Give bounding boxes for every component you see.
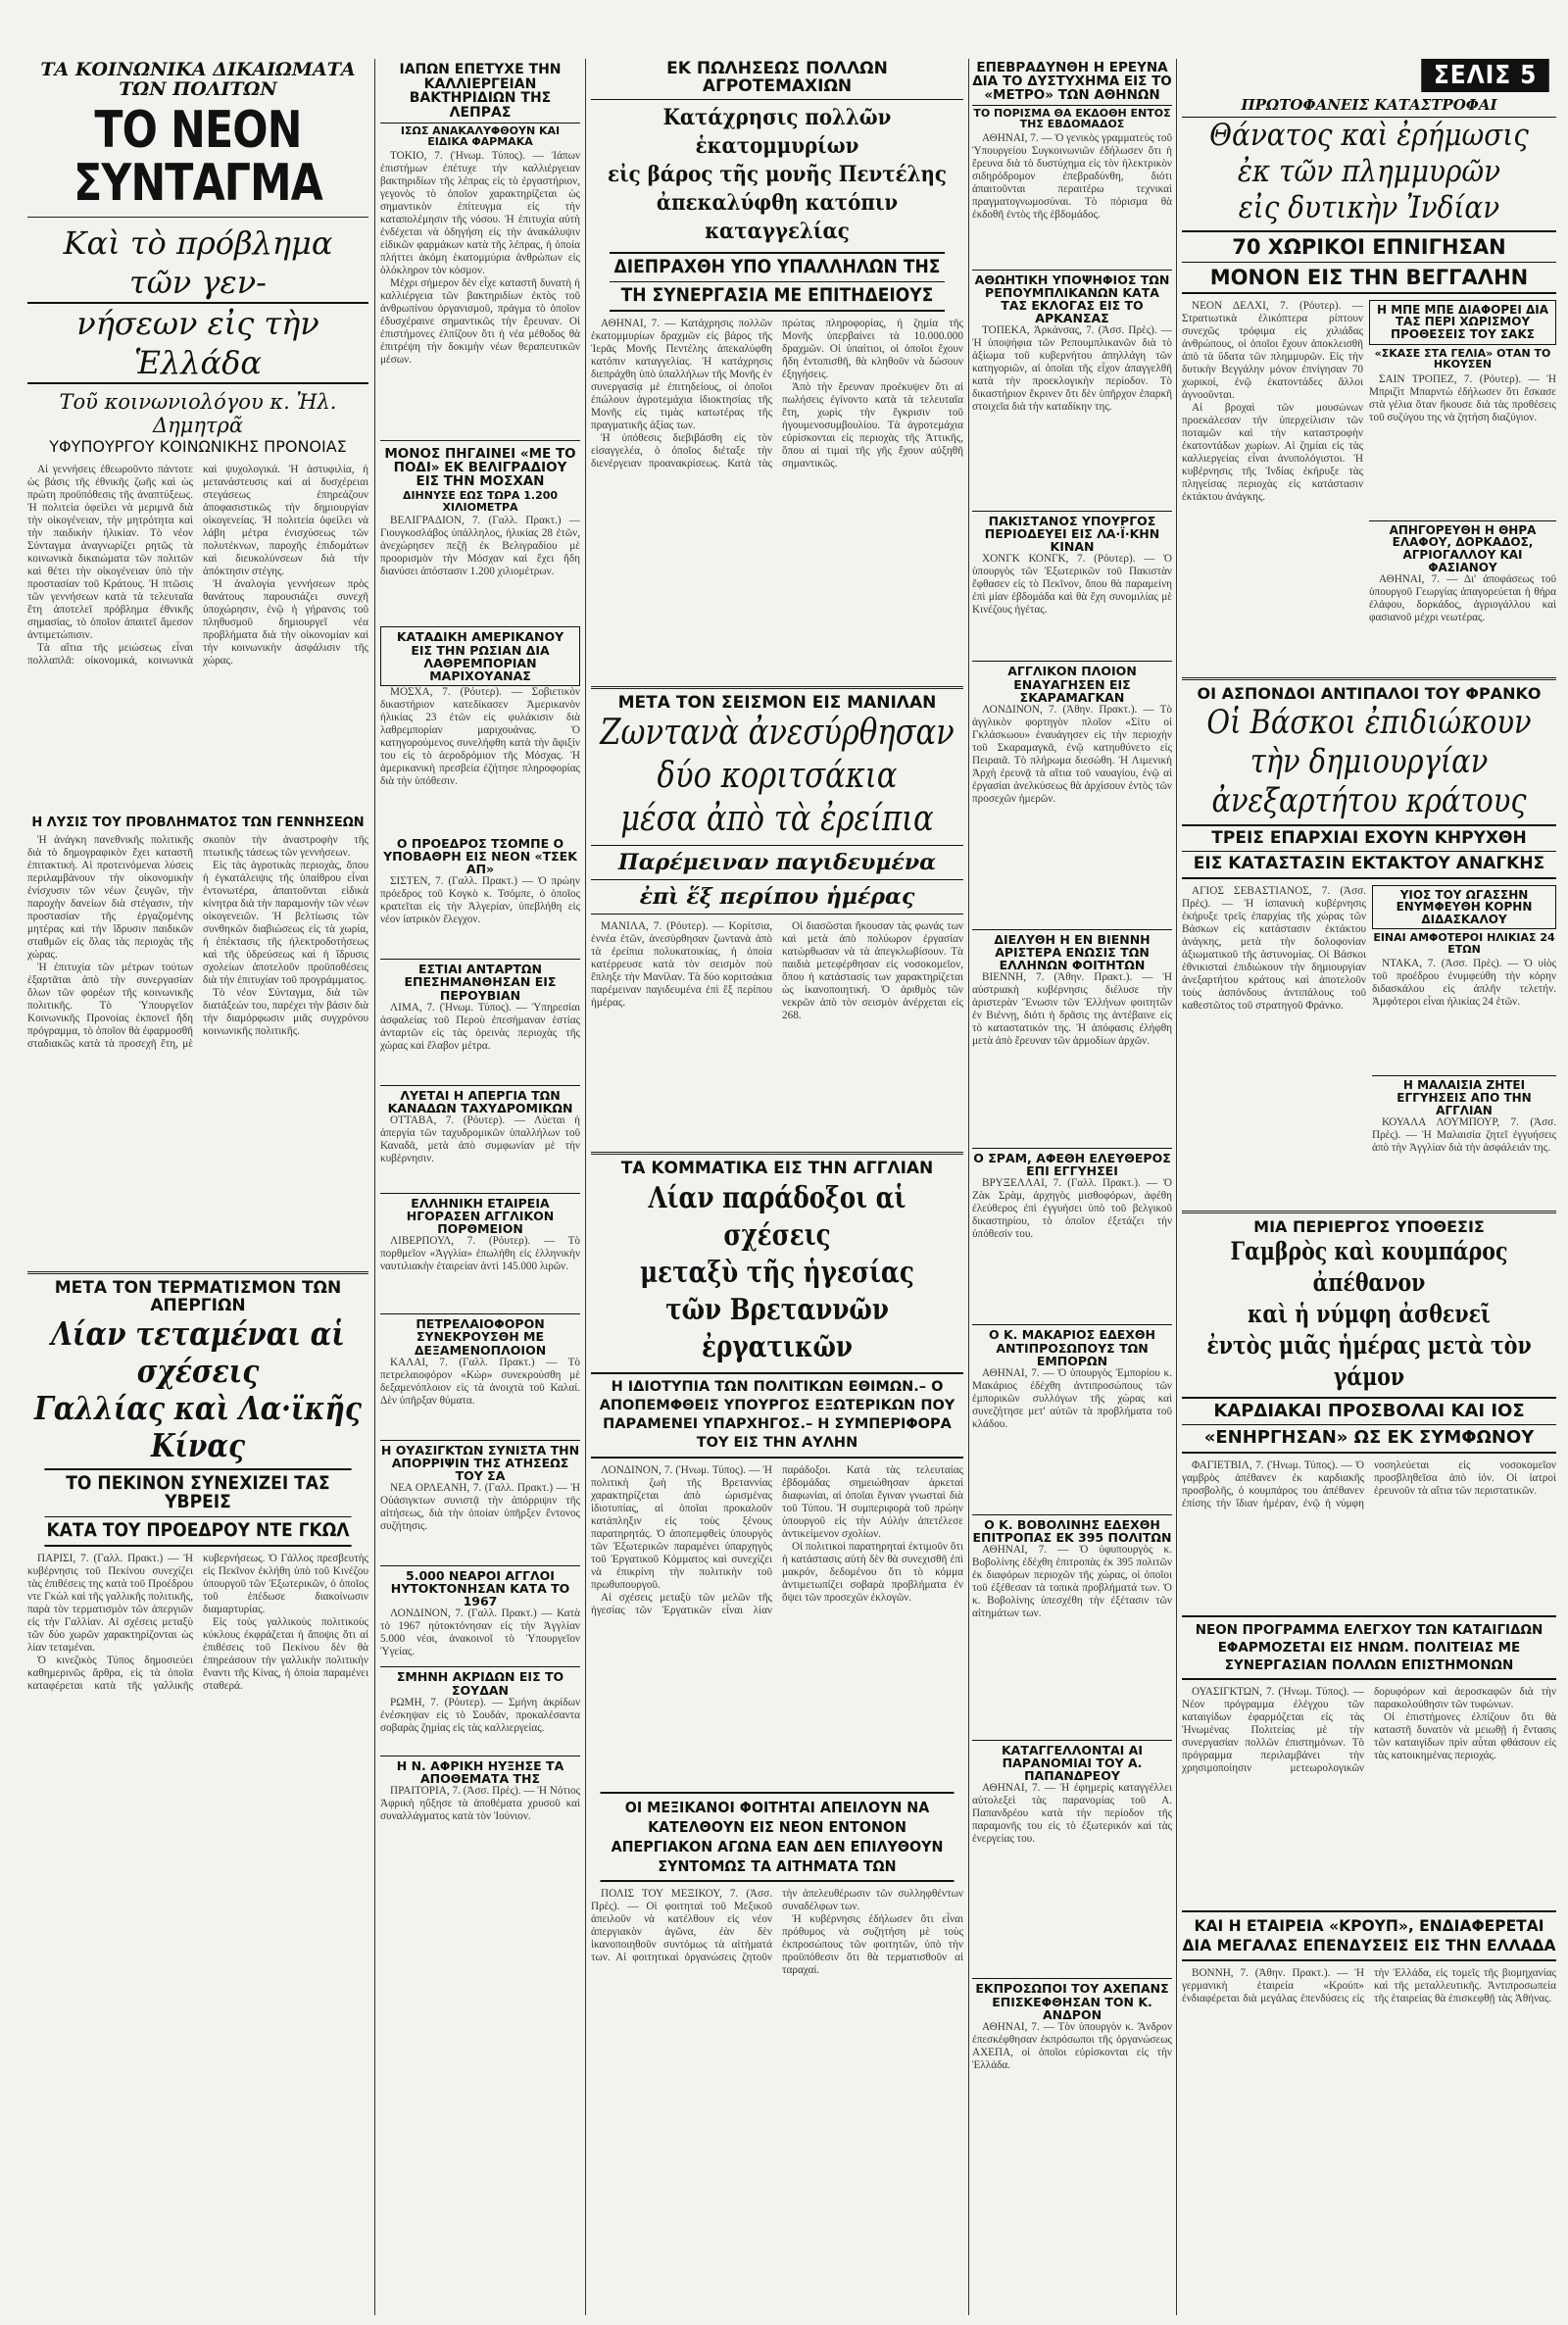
kicker: ΕΚ ΠΩΛΗΣΕΩΣ ΠΟΛΛΩΝ ΑΓΡΟΤΕΜΑΧΙΩΝ [591, 61, 963, 100]
kicker: ΜΕΤΑ ΤΟΝ ΤΕΡΜΑΤΙΣΜΟΝ ΤΩΝ ΑΠΕΡΓΙΩΝ [54, 1277, 342, 1315]
article-body: ΛΟΝΔΙΝΟΝ, 7. (Ἀθην. Πρακτ.). — Τὸ ἀγγλικὸν φορτηγὸν πλοῖον «Σίτυ οἱ Γκλάσκωου» ἐναυάγησεν εἰς τὴν περιοχὴν τοῦ Σκαραμαγκᾶ, ἐνῷ κατηυθύνετο εἰς Πειραιᾶ. Τὸ πλήρωμα διεσώθη. Ἡ Λιμενικὴ Ἀρχὴ ἐρευνᾷ τὰ αἴτια τοῦ ναυαγίου, ἐνῷ αἱ ἐργασίαι ἀνελκύσεως θὰ ἀρχίσουν ἐντὸς τῶν προσεχῶν ἡμερῶν. [972, 703, 1172, 805]
side-stories [1369, 300, 1556, 671]
headline: ΑΘΩΗΤΙΚΗ ΥΠΟΨΗΦΙΟΣ ΤΩΝ ΡΕΠΟΥΜΠΛΙΚΑΝΩΝ ΚΑΤΑ ΤΑΣ ΕΚΛΟΓΑΣ ΕΙΣ ΤΟ ΑΡΚΑΝΣΑΣ [972, 270, 1172, 325]
subheading: ΔΙΗΝΥΣΕ ΕΩΣ ΤΩΡΑ 1.200 ΧΙΛΙΟΜΕΤΡΑ [402, 489, 559, 514]
article-body: ΑΘΗΝΑΙ, 7. — Ἡ ἐφημερὶς καταγγέλλει αὐτολεξεὶ τὰς παρανομίας τοῦ Α. Παπανδρέου κατὰ τὴν περίοδον τῆς παραμονῆς του εἰς τὸ ἐξωτερικόν καὶ τὰς ἐνεργείας του. [972, 1782, 1172, 1846]
article-body: ΒΡΥΞΕΛΛΑΙ, 7. (Γαλλ. Πρακτ.). — Ὁ Ζὰκ Σρὰμ, ἀρχηγὸς μισθοφόρων, ἀφέθη ἐλεύθερος ἐπὶ ἐγγυήσει ὑπὸ τοῦ βελγικοῦ δικαστηρίου, τὸ ὁποῖον ἐξετάζει τὴν ὑπόθεσίν του. [972, 1177, 1172, 1241]
headline: μέσα ἀπὸ τὰ ἐρείπια [620, 799, 934, 840]
deck: «ΕΝΗΡΓΗΣΑΝ» ΩΣ ΕΚ ΣΥΜΦΩΝΟΥ [1182, 1424, 1556, 1454]
headline: Ζωντανὰ ἀνεσύρθησαν [600, 713, 955, 754]
headline: ΔΙΕΛΥΘΗ Η ΕΝ ΒΙΕΝΝΗ ΑΡΙΣΤΕΡΑ ΕΝΩΣΙΣ ΤΩΝ ΕΛΛΗΝΩΝ ΦΟΙΤΗΤΩΝ [972, 929, 1172, 971]
headline: Ο ΣΡΑΜ, ΑΦΕΘΗ ΕΛΕΥΘΕΡΟΣ ΕΠΙ ΕΓΓΥΗΣΕΙ [972, 1148, 1172, 1177]
headline: ΛΥΕΤΑΙ Η ΑΠΕΡΓΙΑ ΤΩΝ ΚΑΝΑΔΩΝ ΤΑΧΥΔΡΟΜΙΚΩΝ [380, 1085, 580, 1114]
headline: ΥΙΟΣ ΤΟΥ ΩΓΑΣΣΗΝ ΕΝΥΜΦΕΥΘΗ ΚΟΡΗΝ ΔΙΔΑΣΚΑΛΟΥ [1372, 885, 1556, 930]
headline: Ο Κ. ΒΟΒΟΛΙΝΗΣ ΕΔΕΧΘΗ ΕΠΙΤΡΟΠΑΣ ΕΚ 395 ΠΟΛΙΤΩΝ [972, 1514, 1172, 1544]
divider [380, 440, 580, 441]
subheading: ΤΟ ΠΟΡΙΣΜΑ ΘΑ ΕΚΔΟΘΗ ΕΝΤΟΣ ΤΗΣ ΕΒΔΟΜΑΔΟΣ [973, 106, 1171, 131]
headline: Λίαν παράδοξοι αἱ σχέσεις [648, 1181, 906, 1254]
article-body: ΝΕΟΝ ΔΕΛΧΙ, 7. (Ρόυτερ). — Στρατιωτικὰ ἑλικόπτερα ρίπτουν συνεχῶς τρόφιμα εἰς χιλιάδας ἀνθρώπους, οἱ ὁποῖοι ἔχουν ἀποκλεισθῆ ἀπὸ τὰ ὕδατα τῶν πλημμυρῶν. Εἰς τὴν δυτικὴν Βεγγάλην μόνον ἐπνίγησαν 70 χωρικοί, ἐνῷ ἑκατοντάδες ἄλλοι ἀγνοοῦνται. Αἱ βροχαὶ τῶν μουσώνων προεκάλεσαν τὴν ὑπερχείλισιν τῶν ποταμῶν καὶ τὴν καταστροφὴν ἑκατοντάδων χωρίων. Αἱ ζημίαι εἰς τὰς καλλιεργείας εἶναι ἀνυπολόγιστοι. Ἡ κυβέρνησις τῆς Ἰνδίας ἐκήρυξε τὰς πληγείσας περιοχὰς εἰς κατάστασιν ἐκτάκτου ἀνάγκης. [1182, 299, 1363, 503]
headline: Οἱ Βάσκοι ἐπιδιώκουν [1206, 702, 1532, 742]
deck: Η ΙΔΙΟΤΥΠΙΑ ΤΩΝ ΠΟΛΙΤΙΚΩΝ ΕΘΙΜΩΝ.– Ο ΑΠΟΠΕΜΦΘΕΙΣ ΥΠΟΥΡΓΟΣ ΕΞΩΤΕΡΙΚΩΝ ΠΟΥ ΠΑΡΑΜΕΝΕΙ ΥΠΑΡΧΗΓΟΣ.– Η ΣΥΜΠΕΡΙΦΟΡΑ ΤΟΥ ΕΙΣ ΤΗΝ ΑΥΛΗΝ [591, 1372, 963, 1459]
page-number-badge: ΣΕΛΙΣ 5 [1421, 59, 1549, 92]
article-body: ΒΟΝΝΗ, 7. (Ἀθην. Πρακτ.). — Ἡ γερμανικὴ ἑταιρεία «Κρούπ» ἐνδιαφέρεται διὰ μεγάλας ἐπενδύσεις εἰς τὴν Ἑλλάδα, εἰς τομεῖς τῆς βιομηχανίας καὶ τῆς μεταλλευτικῆς. Ἀντιπροσωπεία τῆς ἑταιρείας θὰ ἐπισκεφθῇ τὰς Ἀθήνας. [1182, 1966, 1556, 2004]
divider [1182, 1211, 1556, 1213]
headline: ΠΕΤΡΕΛΑΙΟΦΟΡΟΝ ΣΥΝΕΚΡΟΥΣΘΗ ΜΕ ΔΕΞΑΜΕΝΟΠΛΟΙΟΝ [380, 1313, 580, 1356]
headline: Γαλλίας καὶ Λα·ϊκῆς Κίνας [34, 1388, 362, 1464]
column-rule [1176, 59, 1177, 2315]
headline: Γαμβρὸς καὶ κουμπάρος ἀπέθανον [1230, 1237, 1508, 1298]
divider [27, 1271, 368, 1274]
deck: ΤΡΕΙΣ ΕΠΑΡΧΙΑΙ ΕΧΟΥΝ ΚΗΡΥΧΘΗ [1182, 824, 1556, 848]
headline: ἀπεκαλύφθη κατόπιν καταγγελίας [656, 189, 899, 244]
subheading: Η ΛΥΣΙΣ ΤΟΥ ΠΡΟΒΛΗΜΑΤΟΣ ΤΩΝ ΓΕΝΝΗΣΕΩΝ [31, 815, 365, 830]
article-body: ΑΘΗΝΑΙ, 7. — Τὸν ὑπουργὸν κ. Ἄνδρον ἐπεσκέφθησαν ἐκπρόσωποι τῆς ὀργανώσεως ΑΧΕΠΑ, οἱ ὁποῖοι εὑρίσκονται εἰς τὴν Ἑλλάδα. [972, 2020, 1172, 2071]
article-body: ΝΕΑ ΟΡΛΕΑΝΗ, 7. (Γαλλ. Πρακτ.) — Ἡ Οὐάσιγκτων συνιστᾷ τὴν ἀπόρριψιν τῆς αἰτήσεως, διὰ τὴν ὁποίαν ὑπῆρξεν ἔντονος συζήτησις. [380, 1482, 580, 1533]
article-body: ΠΟΛΙΣ ΤΟΥ ΜΕΞΙΚΟΥ, 7. (Ἀσσ. Πρὲς). — Οἱ φοιτηταὶ τοῦ Μεξικοῦ ἀπειλοῦν νὰ κατέλθουν εἰς νέον ἀπεργιακὸν ἀγῶνα, ἐὰν δὲν ἱκανοποιηθοῦν συντόμως τὰ αἰτήματά των. Αἱ φοιτητικαὶ ὀργανώσεις ζητοῦν τὴν ἀπελευθέρωσιν τῶν συλληφθέντων συναδέλφων των. Ἡ κυβέρνησις ἐδήλωσεν ὅτι εἶναι πρόθυμος νὰ συζητήση μὲ τοὺς ἐκπροσώπους τῶν φοιτητῶν, ὑπὸ τὴν προϋπόθεσιν ὅτι θὰ τερματισθοῦν αἱ ταραχαί. [591, 1888, 963, 1977]
deck: ΤΗ ΣΥΝΕΡΓΑΣΙΑ ΜΕ ΕΠΙΤΗΔΕΙΟΥΣ [610, 281, 945, 312]
deck: ΚΑΤΑ ΤΟΥ ΠΡΟΕΔΡΟΥ ΝΤΕ ΓΚΩΛ [44, 1517, 351, 1547]
byline-title: ΥΦΥΠΟΥΡΓΟΥ ΚΟΙΝΩΝΙΚΗΣ ΠΡΟΝΟΙΑΣ [49, 437, 347, 457]
article-body: ΑΘΗΝΑΙ, 7. — Ὁ γενικὸς γραμματεὺς τοῦ Ὑπουργείου Συγκοινωνιῶν ἐδήλωσεν ὅτι ἡ ἔρευνα διὰ τὸ δυστύχημα εἰς τὸν ἠλεκτρικὸν σιδηρόδρομον ἐπεβραδύνθη, διότι ἀπαιτοῦνται περαιτέρω τεχνικαὶ πραγματογνωμοσύναι. Τὸ πόρισμα θὰ ἐκδοθῆ ἐντὸς τῆς ἑβδομάδος. [972, 131, 1172, 221]
article-body: ΚΟΥΑΛΑ ΛΟΥΜΠΟΥΡ, 7. (Ἀσσ. Πρὲς). — Ἡ Μαλαισία ζητεῖ ἐγγυήσεις ἀπὸ τὴν Ἀγγλίαν διὰ τὴν ἀσφάλειάν της. [1372, 1116, 1556, 1155]
headline: ΣΜΗΝΗ ΑΚΡΙΔΩΝ ΕΙΣ ΤΟ ΣΟΥΔΑΝ [380, 1666, 580, 1696]
article-body: ΟΤΤΑΒΑ, 7. (Ρόυτερ). — Λύεται ἡ ἀπεργία τῶν ταχυδρομικῶν ὑπαλλήλων τοῦ Καναδᾶ, μετὰ ἀπὸ συμφωνίαν μὲ τὴν κυβέρνησιν. [380, 1113, 580, 1164]
headline: ΕΣΤΙΑΙ ΑΝΤΑΡΤΩΝ ΕΠΕΣΗΜΑΝΘΗΣΑΝ ΕΙΣ ΠΕΡΟΥΒΙΑΝ [380, 959, 580, 1001]
deck: ἐπὶ ἕξ περίπου ἡμέρας [591, 880, 963, 915]
headline: Ο ΠΡΟΕΔΡΟΣ ΤΣΟΜΠΕ Ο ΥΠΟΒΑΘΡΗ ΕΙΣ ΝΕΟΝ «ΤΣΕΚ ΑΠ» [383, 835, 577, 877]
headline: ἐκ τῶν πλημμυρῶν [1237, 153, 1501, 189]
headline: ΕΠΕΒΡΑΔΥΝΘΗ Η ΕΡΕΥΝΑ ΔΙΑ ΤΟ ΔΥΣΤΥΧΗΜΑ ΕΙΣ ΤΟ «ΜΕΤΡΟ» ΤΩΝ ΑΘΗΝΩΝ [972, 61, 1172, 106]
article-body: ΑΘΗΝΑΙ, 7. — Ὁ ὑφυπουργὸς κ. Βοβολίνης ἐδέχθη ἐπιτροπὰς ἐκ 395 πολιτῶν ἐκ διαφόρων περιοχῶν τῆς χώρας, οἱ ὁποῖοι τοῦ ἐξέθεσαν τὰ τοπικὰ προβλήματά των. Ὁ κ. Βοβολίνης ὑπεσχέθη τὴν ἐξέτασιν τῶν αἰτημάτων των. [972, 1544, 1172, 1620]
subheading: ΕΙΝΑΙ ΑΜΦΟΤΕΡΟΙ ΗΛΙΚΙΑΣ 24 ΕΤΩΝ [1373, 931, 1555, 956]
kicker: ΟΙ ΑΣΠΟΝΔΟΙ ΑΝΤΙΠΑΛΟΙ ΤΟΥ ΦΡΑΝΚΟ [1197, 684, 1542, 704]
headline: ΕΛΛΗΝΙΚΗ ΕΤΑΙΡΕΙΑ ΗΓΟΡΑΣΕΝ ΑΓΓΛΙΚΟΝ ΠΟΡΘΜΕΙΟΝ [380, 1193, 580, 1235]
headline: ΠΑΚΙΣΤΑΝΟΣ ΥΠΟΥΡΓΟΣ ΠΕΡΙΟΔΕΥΕΙ ΕΙΣ ΛΑ·Ϊ·ΚΗΝ ΚΙΝΑΝ [972, 511, 1172, 553]
kicker: ΜΕΤΑ ΤΟΝ ΣΕΙΣΜΟΝ ΕΙΣ ΜΑΝΙΛΑΝ [617, 692, 937, 713]
headline: τὴν δημιουργίαν [1250, 741, 1489, 781]
article-body: ΛΙΒΕΡΠΟΥΛ, 7. (Ρόυτερ). — Τὸ πορθμεῖον «Ἀγγλία» ἐπωλήθη εἰς ἑλληνικὴν ναυτιλιακὴν ἑταιρείαν ἀντὶ 145.000 λιρῶν. [380, 1235, 580, 1273]
headline: μεταξὺ τῆς ἡγεσίας [640, 1256, 914, 1291]
subheading: «ΣΚΑΣΕ ΣΤΑ ΓΕΛΙΑ» ΟΤΑΝ ΤΟ ΗΚΟΥΣΕΝ [1374, 346, 1551, 371]
deck: νήσεων εἰς τὴν Ἑλλάδα [27, 304, 368, 384]
kicker: ΠΡΩΤΟΦΑΝΕΙΣ ΚΑΤΑΣΤΡΟΦΑΙ [1182, 98, 1556, 118]
headline: εἰς βάρος τῆς μονῆς Πεντέλης [608, 161, 947, 187]
article-body: ΟΥΑΣΙΓΚΤΩΝ, 7. (Ἡνωμ. Τύπος). — Νέον πρόγραμμα ἐλέγχου τῶν καταιγίδων ἐφαρμόζεται εἰς τὰς Ἡνωμένας Πολιτείας μὲ τὴν συνεργασίαν πολλῶν ἐπιστημόνων. Τὸ πρόγραμμα περιλαμβάνει τὴν χρησιμοποίησιν μετεωρολογικῶν δορυφόρων καὶ ἀεροσκαφῶν διὰ τὴν παρακολούθησιν τῶν τυφώνων. Οἱ ἐπιστήμονες ἐλπίζουν ὅτι θὰ καταστῆ δυνατὸν νὰ μειωθῇ ἡ ἔντασις τῶν καταιγίδων πρὶν αὗται φθάσουν εἰς τὰς κατοικημένας περιοχάς. [1182, 1685, 1556, 1774]
column-2 [380, 63, 580, 2315]
subheading: ΙΣΩΣ ΑΝΑΚΑΛΥΦΘΟΥΝ ΚΑΙ ΕΙΔΙΚΑ ΦΑΡΜΑΚΑ [400, 124, 561, 149]
headline: ἐντὸς μιᾶς ἡμέρας μετὰ τὸν γάμον [1206, 1331, 1532, 1392]
deck: ΚΑΡΔΙΑΚΑΙ ΠΡΟΣΒΟΛΑΙ ΚΑΙ ΙΟΣ [1182, 1397, 1556, 1421]
deck: ΔΙΕΠΡΑΧΘΗ ΥΠΟ ΥΠΑΛΛΗΛΩΝ ΤΗΣ [610, 252, 945, 277]
article-body: ΛΟΝΔΙΝΟΝ, 7. (Γαλλ. Πρακτ.) — Κατὰ τὸ 1967 ηὐτοκτόνησαν εἰς τὴν Ἀγγλίαν 5.000 νέοι, ἀνακοινοῖ τὸ Ὑπουργεῖον Ὑγείας. [380, 1608, 580, 1658]
deck: Παρέμειναν παγιδευμένα [591, 845, 963, 880]
headline: τῶν Βρεταννῶν ἐργατικῶν [665, 1293, 889, 1365]
headline: Η ΜΠΕ ΜΠΕ ΔΙΑΦΟΡΕΙ ΔΙΑ ΤΑΣ ΠΕΡΙ ΧΩΡΙΣΜΟΥ ΠΡΟΘΕΣΕΙΣ ΤΟΥ ΣΑΚΣ [1369, 300, 1556, 345]
article-body: ΜΟΣΧΑ, 7. (Ρόυτερ). — Σοβιετικὸν δικαστήριον κατεδίκασεν Ἀμερικανὸν ἡλικίας 23 ἐτῶν εἰς φυλάκισιν διὰ λαθρεμπορίαν μαριχουάνας. Ὁ κατηγορούμενος συνελήφθη κατὰ τὴν ἄφιξίν του εἰς τὸ ἀεροδρόμιον τῆς Μόσχας. Ἡ ἀμερικανικὴ πρεσβεία ἐζήτησε πληροφορίας διὰ τὴν ὑπόθεσιν. [380, 685, 580, 787]
headline: ΟΙ ΜΕΞΙΚΑΝΟΙ ΦΟΙΤΗΤΑΙ ΑΠΕΙΛΟΥΝ ΝΑ ΚΑΤΕΛΘΟΥΝ ΕΙΣ ΝΕΟΝ ΕΝΤΟΝΟΝ ΑΠΕΡΓΙΑΚΟΝ ΑΓΩΝΑ ΕΑΝ ΔΕΝ ΕΠΙΛΥΘΟΥΝ ΣΥΝΤΟΜΩΣ ΤΑ ΑΙΤΗΜΑΤΑ ΤΩΝ [601, 1792, 955, 1882]
headline: ΕΚΠΡΟΣΩΠΟΙ ΤΟΥ ΑΧΕΠΑΝΣ ΕΠΙΣΚΕΦΘΗΣΑΝ ΤΟΝ Κ. ΑΝΔΡΟΝ [972, 1978, 1172, 2020]
article-body: ΣΑΙΝ ΤΡΟΠΕΖ, 7. (Ρόυτερ). — Ἡ Μπριζὶτ Μπαρντὼ ἐδήλωσεν ὅτι ἔσκασε στὰ γέλια ὅταν ἤκουσε διὰ τὰς προθέσεις τοῦ συζύγου της νὰ ζητήση διαζύγιον. [1369, 372, 1556, 423]
column-1 [27, 61, 368, 2315]
divider [27, 217, 368, 218]
article-body: Αἱ γεννήσεις ἐθεωροῦντο πάντοτε ὡς βάσις τῆς ἐθνικῆς ζωῆς καὶ ὡς πρώτη προϋπόθεσις τῆς ἀναπτύξεως. Ἡ πολιτεία ὀφείλει νὰ μεριμνᾶ διὰ τὴν οἰκογένειαν, τὴν μητρότητα καὶ τὴν παιδικὴν ἡλικίαν. Τὸ νέον Σύνταγμα ἀναγνωρίζει ρητῶς τὰ κοινωνικὰ δικαιώματα τῶν πολιτῶν καὶ θέτει τὴν οἰκογένειαν ὑπὸ τὴν προστασίαν τοῦ Κράτους. Ἡ πτῶσις τῶν γεννήσεων κατὰ τὰ τελευταῖα ἔτη ἀποτελεῖ πρόβλημα ἐθνικῆς σημασίας, τὸ ὁποῖον ἀπαιτεῖ ἄμεσον ἀντιμετώπισιν. Τὰ αἴτια τῆς μειώσεως εἶναι πολλαπλᾶ: οἰκονομικά, κοινωνικὰ καὶ ψυχολογικά. Ἡ ἀστυφιλία, ἡ μετανάστευσις καὶ αἱ δυσχέρειαι στεγάσεως ἐπηρεάζουν ἀποφασιστικῶς τὴν δημιουργίαν οἰκογενείας. Ἡ πολιτεία ὀφείλει νὰ λάβη μέτρα ἐνισχύσεως τῶν πολυτέκνων, παροχῆς ἐπιδομάτων καὶ διευκολύνσεων διὰ τὴν ἀπόκτησιν στέγης. Ἡ ἀναλογία γεννήσεων πρὸς θανάτους παρουσιάζει συνεχῆ ὑποχώρησιν, ἐνῷ ἡ γήρανσις τοῦ πληθυσμοῦ δημιουργεῖ νέα προβλήματα διὰ τὴν οἰκονομίαν καὶ τὴν κοινωνικὴν ἀσφάλισιν τῆς χώρας. [27, 463, 368, 667]
two-column-block [1182, 885, 1556, 1206]
headline: Λίαν τεταμέναι αἱ σχέσεις [51, 1313, 345, 1390]
headline: ΚΑΤΑΓΓΕΛΛΟΝΤΑΙ ΑΙ ΠΑΡΑΝΟΜΙΑΙ ΤΟΥ Α. ΠΑΠΑΝΔΡΕΟΥ [972, 1740, 1172, 1782]
headline: ΑΠΗΓΟΡΕΥΘΗ Η ΘΗΡΑ ΕΛΑΦΟΥ, ΔΟΡΚΑΔΟΣ, ΑΓΡΙΟΓΑΛΛΟΥ ΚΑΙ ΦΑΣΙΑΝΟΥ [1369, 520, 1556, 573]
byline: Τοῦ κοινωνιολόγου κ. Ἠλ. Δημητρᾶ [59, 390, 337, 438]
headline: Η Ν. ΑΦΡΙΚΗ ΗΥΞΗΣΕ ΤΑ ΑΠΟΘΕΜΑΤΑ ΤΗΣ [380, 1756, 580, 1785]
divider [591, 1152, 963, 1155]
deck: ΤΟ ΠΕΚΙΝΟΝ ΣΥΝΕΧΙΖΕΙ ΤΑΣ ΥΒΡΕΙΣ [44, 1468, 351, 1518]
article-body: ΡΩΜΗ, 7. (Ρόυτερ). — Σμήνη ἀκρίδων ἐνέσκηψαν εἰς τὸ Σουδάν, προκαλέσαντα σοβαρὰς ζημίας εἰς τὰς καλλιεργείας. [380, 1696, 580, 1734]
column-rule [374, 59, 375, 2315]
article-body: ΒΕΛΙΓΡΑΔΙΟΝ, 7. (Γαλλ. Πρακτ.) — Γιουγκοσλάβος ὑπάλληλος, ἡλικίας 28 ἐτῶν, ἀνεχώρησεν πεζῇ ἐκ Βελιγραδίου μὲ προορισμὸν τὴν Μόσχαν καὶ ἔχει ἤδη διανύσει ἀπόστασιν 1.200 χιλιομέτρων. [380, 515, 580, 578]
page-badge-row [1182, 59, 1556, 92]
headline: ΜΟΝΟΣ ΠΗΓΑΙΝΕΙ «ΜΕ ΤΟ ΠΟΔΙ» ΕΚ ΒΕΛΙΓΡΑΔΙΟΥ ΕΙΣ ΤΗΝ ΜΟΣΧΑΝ [384, 445, 576, 490]
headline: εἰς δυτικὴν Ἰνδίαν [1238, 189, 1500, 225]
article-body: ΛΙΜΑ, 7. (Ἡνωμ. Τύπος). — Ὑπηρεσίαι ἀσφαλείας τοῦ Περοὺ ἐπεσήμαναν ἑστίας ἀνταρτῶν εἰς τὰς ὀρεινὰς περιοχὰς τῆς χώρας καὶ ἔλαβον μέτρα. [380, 1001, 580, 1052]
article-body: ΚΑΛΑΙ, 7. (Γαλλ. Πρακτ.) — Τὸ πετρελαιοφόρον «Κὼρ» συνεκρούσθη μὲ δεξαμενόπλοιον εἰς τὰ ἀνοιχτὰ τοῦ Καλαί. Δὲν ὑπῆρξαν θύματα. [380, 1356, 580, 1407]
side-stories [1372, 885, 1556, 1206]
headline: δύο κοριτσάκια [657, 756, 898, 797]
headline: ΝΕΟΝ ΠΡΟΓΡΑΜΜΑ ΕΛΕΓΧΟΥ ΤΩΝ ΚΑΤΑΙΓΙΔΩΝ ΕΦΑΡΜΟΖΕΤΑΙ ΕΙΣ ΗΝΩΜ. ΠΟΛΙΤΕΙΑΣ ΜΕ ΣΥΝΕΡΓΑΣΙΑΝ ΠΟΛΛΩΝ ΕΠΙΣΤΗΜΟΝΩΝ [1182, 1615, 1556, 1680]
headline: 5.000 ΝΕΑΡΟΙ ΑΓΓΛΟΙ ΗΥΤΟΚΤΟΝΗΣΑΝ ΚΑΤΑ ΤΟ 1967 [380, 1565, 580, 1608]
headline: Θάνατος καὶ ἐρήμωσις [1209, 117, 1529, 153]
column-rule [968, 59, 969, 2315]
article-body: ΒΙΕΝΝΗ, 7. (Ἀθην. Πρακτ.). — Ἡ αὐστριακὴ κυβέρνησις διέλυσε τὴν ἀριστερὰν Ἕνωσιν τῶν Ἑλλήνων φοιτητῶν ἐν Βιέννῃ, διότι ἡ δρᾶσις της ἀντέβαινε εἰς τὸ καταστατικόν της. Ἡ ἀπόφασις ἐλήφθη μετὰ ἀπὸ ἔρευναν τῶν ἀρμοδίων ἀρχῶν. [972, 971, 1172, 1048]
article-body: ΦΑΓΙΕΤΒΙΛ, 7. (Ἡνωμ. Τύπος). — Ὁ γαμβρὸς ἀπέθανεν ἐκ καρδιακῆς προσβολῆς, ὁ κουμπάρος του ἀπέθανεν ἐπίσης τὴν ἴδιαν ἡμέραν, ἐνῷ ἡ νύμφη νοσηλεύεται εἰς νοσοκομεῖον προσβληθεῖσα ἀπὸ ἰόν. Οἱ ἰατροὶ ἐρευνοῦν τὰ αἴτια τῶν περιστατικῶν. [1182, 1459, 1556, 1509]
deck: ΜΟΝΟΝ ΕΙΣ ΤΗΝ ΒΕΓΓΑΛΗΝ [1182, 262, 1556, 294]
article-body: ΑΓΙΟΣ ΣΕΒΑΣΤΙΑΝΟΣ, 7. (Ἀσσ. Πρὲς). — Ἡ ἱσπανικὴ κυβέρνησις ἐκήρυξε τρεῖς ἐπαρχίας τῆς χώρας τῶν Βάσκων εἰς κατάστασιν ἐκτάκτου ἀνάγκης, μετὰ τὴν δολοφονίαν ἀξιωματικοῦ τῆς ἀστυνομίας. Οἱ Βάσκοι ἐθνικισταὶ ἐπιδιώκουν τὴν δημιουργίαν ἀνεξαρτήτου κράτους καὶ ἀποτελοῦν τοὺς ἀσπόνδους ἀντιπάλους τοῦ καθεστῶτος τοῦ στρατηγοῦ Φράνκο. [1182, 884, 1366, 1012]
column-3 [591, 61, 963, 2315]
article-body: ΑΘΗΝΑΙ, 7. — Ὁ ὑπουργὸς Ἐμπορίου κ. Μακάριος ἐδέχθη ἀντιπροσώπους τῶν ἐμπορικῶν συλλόγων τῆς χώρας καὶ συνεζήτησε μετ' αὐτῶν τὰ προβλήματα τοῦ κλάδου. [972, 1366, 1172, 1430]
headline: ἀνεξαρτήτου κράτους [1211, 780, 1527, 820]
kicker: ΤΑ ΚΟΜΜΑΤΙΚΑ ΕΙΣ ΤΗΝ ΑΓΓΛΙΑΝ [620, 1159, 934, 1179]
headline: ΙΑΠΩΝ ΕΠΕΤΥΧΕ ΤΗΝ ΚΑΛΛΙΕΡΓΕΙΑΝ ΒΑΚΤΗΡΙΔΙΩΝ ΤΗΣ ΛΕΠΡΑΣ [380, 63, 580, 124]
headline: Η ΟΥΑΣΙΓΚΤΩΝ ΣΥΝΙΣΤΑ ΤΗΝ ΑΠΟΡΡΙΨΙΝ ΤΗΣ ΑΤΗΣΕΩΣ ΤΟΥ ΣΑ [380, 1440, 580, 1482]
article-body: ΤΟΠΕΚΑ, Ἀρκάνσας, 7. (Ἀσσ. Πρὲς). — Ἡ ὑποψήφια τῶν Ρεπουμπλικανῶν διὰ τὸ ἀξίωμα τοῦ κυβερνήτου ἀπηλλάγη τῶν κατηγοριῶν, αἱ ὁποῖαι τῆς εἶχον ἀπαγγελθῆ κατὰ τὴν προεκλογικὴν περίοδον. Τὸ δικαστήριον ἔκρινεν ὅτι δὲν ὑπῆρχον ἐπαρκῆ στοιχεῖα διὰ τὴν καταδίκην της. [972, 324, 1172, 414]
headline: ΚΑΤΑΔΙΚΗ ΑΜΕΡΙΚΑΝΟΥ ΕΙΣ ΤΗΝ ΡΩΣΙΑΝ ΔΙΑ ΛΑΘΡΕΜΠΟΡΙΑΝ ΜΑΡΙΧΟΥΑΝΑΣ [380, 626, 580, 686]
article-body: ΑΘΗΝΑΙ, 7. — Κατάχρησις πολλῶν ἑκατομμυρίων δραχμῶν εἰς βάρος τῆς Ἱερᾶς Μονῆς Πεντέλης ἀπεκαλύφθη κατόπιν καταγγελίας. Ἡ κατάχρησις διεπράχθη ὑπὸ ὑπαλλήλων τῆς Μονῆς ἐν συνεργασίᾳ μὲ ἐπιτηδείους, οἱ ὁποῖοι ἐπώλουν ἀγροτεμάχια ἰδιοκτησίας τῆς Μονῆς εἰς τιμὰς κατωτέρας τῆς πραγματικῆς ἀξίας των. Ἡ ὑπόθεσις διεβιβάσθη εἰς τὸν εἰσαγγελέα, ὁ ὁποῖος διέταξε τὴν διενέργειαν προανακρίσεως. Κατὰ τὰς πρώτας πληροφορίας, ἡ ζημία τῆς Μονῆς ὑπερβαίνει τὰ 10.000.000 δραχμῶν. Οἱ ὑπαίτιοι, οἱ ὁποῖοι ἔχουν ἤδη ἐντοπισθῆ, θὰ κληθοῦν νὰ δώσουν ἐξηγήσεις. Ἀπὸ τὴν ἔρευναν προέκυψεν ὅτι αἱ πωλήσεις ἐγίνοντο κατὰ τὰ τελευταῖα ἔτη, χωρὶς τὴν ἔγκρισιν τοῦ ἡγουμενοσυμβουλίου. Τὰ ἀγροτεμάχια εὑρίσκονται εἰς περιοχὰς τῆς Ἀττικῆς, ὅπου αἱ τιμαὶ τῆς γῆς ἔχουν αὐξηθῆ σημαντικῶς. [591, 317, 963, 470]
deck: 70 ΧΩΡΙΚΟΙ ΕΠΝΙΓΗΣΑΝ [1182, 230, 1556, 258]
headline: καὶ ἡ νύμφη ἀσθενεῖ [1248, 1300, 1491, 1329]
deck: Καὶ τὸ πρόβλημα τῶν γεν- [27, 223, 368, 304]
kicker: ΤΑ ΚΟΙΝΩΝΙΚΑ ΔΙΚΑΙΩΜΑΤΑ ΤΩΝ ΠΟΛΙΤΩΝ [40, 61, 356, 100]
article-body: ΠΡΑΙΤΟΡΙΑ, 7. (Ἀσσ. Πρὲς). — Ἡ Νότιος Ἀφρικὴ ηὔξησε τὰ ἀποθέματα χρυσοῦ καὶ συναλλάγματος κατὰ τὸν Ἰούνιον. [380, 1784, 580, 1822]
article-body: ΜΑΝΙΛΑ, 7. (Ρόυτερ). — Κορίτσια, ἐννέα ἐτῶν, ἀνεσύρθησαν ζωντανὰ ἀπὸ τὰ ἐρείπια πολυκατοικίας, ἡ ὁποία κατέρρευσε κατὰ τὸν σεισμὸν ποὺ ἔπληξε τὴν Μανίλαν. Τὰ δύο κοριτσάκια παρέμειναν παγιδευμένα ἐπὶ ἓξ περίπου ἡμέρας. Οἱ διασῶσται ἤκουσαν τὰς φωνάς των καὶ μετὰ ἀπὸ πολύωρον ἐργασίαν κατώρθωσαν νὰ τὰ ἀπεγκλωβίσουν. Τὰ παιδιὰ μετεφέρθησαν εἰς νοσοκομεῖον, ὅπου ἡ κατάστασίς των χαρακτηρίζεται ὡς ἱκανοποιητική. Ὁ ἀριθμὸς τῶν νεκρῶν ἀπὸ τὸν σεισμὸν ἀνέρχεται εἰς 268. [591, 920, 963, 1022]
article-body: ΝΤΑΚΑ, 7. (Ἀσσ. Πρὲς). — Ὁ υἱὸς τοῦ προέδρου ἐνυμφεύθη τὴν κόρην διδασκάλου εἰς ἁπλῆν τελετήν. Ἀμφότεροι εἶναι ἡλικίας 24 ἐτῶν. [1372, 958, 1556, 1009]
article-body: ΣΙΣΤΕΝ, 7. (Γαλλ. Πρακτ.) — Ὁ πρώην πρόεδρος τοῦ Κογκὸ κ. Τσόμπε, ὁ ὁποῖος κρατεῖται εἰς τὴν Ἀλγερίαν, ὑπεβλήθη εἰς νέον ἰατρικὸν ἔλεγχον. [380, 875, 580, 926]
headline: Η ΜΑΛΑΙΣΙΑ ΖΗΤΕΙ ΕΓΓΥΗΣΕΙΣ ΑΠΟ ΤΗΝ ΑΓΓΛΙΑΝ [1372, 1075, 1556, 1116]
kicker: ΜΙΑ ΠΕΡΙΕΡΓΟΣ ΥΠΟΘΕΣΙΣ [1253, 1217, 1485, 1237]
headline: ΚΑΙ Η ΕΤΑΙΡΕΙΑ «ΚΡΟΥΠ», ΕΝΔΙΑΦΕΡΕΤΑΙ ΔΙΑ ΜΕΓΑΛΑΣ ΕΠΕΝΔΥΣΕΙΣ ΕΙΣ ΤΗΝ ΕΛΛΑΔΑ [1182, 1910, 1556, 1961]
divider [591, 686, 963, 689]
article-body: Ἡ ἀνάγκη πανεθνικῆς πολιτικῆς διὰ τὸ δημογραφικὸν ἔχει καταστῆ ἐπιτακτική. Αἱ προτεινόμεναι λύσεις περιλαμβάνουν τὴν οἰκονομικὴν ἐνίσχυσιν τῶν νέων ζευγῶν, τὴν παροχὴν δανείων διὰ στέγασιν, τὴν προστασίαν τῆς ἐργαζομένης μητέρας καὶ τὴν ἵδρυσιν παιδικῶν σταθμῶν εἰς ὅλας τὰς περιοχὰς τῆς χώρας. Ἡ ἐπιτυχία τῶν μέτρων τούτων ἐξαρτᾶται ἀπὸ τὴν συνεργασίαν ὅλων τῶν φορέων τῆς κοινωνικῆς πολιτικῆς. Τὸ Ὑπουργεῖον Κοινωνικῆς Προνοίας ἐκπονεῖ ἤδη πρόγραμμα, τὸ ὁποῖον θὰ ἐφαρμοσθῆ σταδιακῶς κατὰ τὰ προσεχῆ ἔτη, μὲ σκοπὸν τὴν ἀναστροφὴν τῆς πτωτικῆς τάσεως τῶν γεννήσεων. Εἰς τὰς ἀγροτικὰς περιοχάς, ὅπου ἡ ἐγκατάλειψις τῆς ὑπαίθρου εἶναι ἐντονωτέρα, ἀπαιτοῦνται εἰδικὰ κίνητρα διὰ τὴν παραμονὴν τῶν νέων οἰκογενειῶν. Ἡ βελτίωσις τῶν συνθηκῶν διαβιώσεως εἰς τὰ χωρία, ἡ ἐπέκτασις τῆς ἠλεκτροδοτήσεως καὶ τῆς ὑδρεύσεως καὶ ἡ ἵδρυσις σχολείων ἀποτελοῦν προϋποθέσεις διὰ τὴν ἐπιτυχίαν τοῦ προγράμματος. Τὸ νέον Σύνταγμα, διὰ τῶν διατάξεών του, παρέχει τὴν βάσιν διὰ τὴν διαμόρφωσιν μιᾶς συγχρόνου κοινωνικῆς πολιτικῆς. [27, 833, 368, 1050]
article-body: ΑΘΗΝΑΙ, 7. — Δι' ἀποφάσεως τοῦ ὑπουργοῦ Γεωργίας ἀπαγορεύεται ἡ θήρα ἐλάφου, δορκάδος, ἀγριογάλλου καὶ φασιανοῦ μέχρι νεωτέρας. [1369, 573, 1556, 624]
headline: Ο Κ. ΜΑΚΑΡΙΟΣ ΕΔΕΧΘΗ ΑΝΤΙΠΡΟΣΩΠΟΥΣ ΤΩΝ ΕΜΠΟΡΩΝ [972, 1324, 1172, 1366]
column-4 [972, 61, 1172, 2315]
headline: Κατάχρησις πολλῶν ἑκατομμυρίων [662, 104, 892, 159]
deck: ΕΙΣ ΚΑΤΑΣΤΑΣΙΝ ΕΚΤΑΚΤΟΥ ΑΝΑΓΚΗΣ [1182, 851, 1556, 879]
article-body: ΧΟΝΓΚ ΚΟΝΓΚ, 7. (Ρόυτερ). — Ὁ ὑπουργὸς τῶν Ἐξωτερικῶν τοῦ Πακιστὰν ἔφθασεν εἰς τὸ Πεκῖνον, ὅπου θὰ παραμείνη ἐπὶ μίαν ἑβδομάδα καὶ θὰ ἔχη συνομιλίας μὲ Κινέζους ἡγέτας. [972, 553, 1172, 617]
headline: ΑΓΓΛΙΚΟΝ ΠΛΟΙΟΝ ΕΝΑΥΑΓΗΣΕΝ ΕΙΣ ΣΚΑΡΑΜΑΓΚΑΝ [972, 661, 1172, 703]
article-body: ΛΟΝΔΙΝΟΝ, 7. (Ἡνωμ. Τύπος). — Ἡ πολιτικὴ ζωὴ τῆς Βρεταννίας χαρακτηρίζεται ἀπὸ ὡρισμένας ἰδιοτυπίας, αἱ ὁποῖαι προκαλοῦν κατάπληξιν εἰς τοὺς ξένους παρατηρητάς. Ὁ ἀποπεμφθεὶς ὑπουργὸς τῶν Ἐξωτερικῶν παραμένει ὑπαρχηγὸς τοῦ Ἐργατικοῦ Κόμματος καὶ συνεχίζει νὰ ἐπικρίνη τὴν πολιτικὴν τοῦ πρωθυπουργοῦ. Αἱ σχέσεις μεταξὺ τῶν μελῶν τῆς ἡγεσίας τῶν Ἐργατικῶν εἶναι λίαν παράδοξοι. Κατὰ τὰς τελευταίας ἑβδομάδας σημειώθησαν ἀρκεταὶ διαφωνίαι, αἱ ὁποῖαι ἔγιναν γνωσταὶ διὰ τοῦ Τύπου. Ἡ συμπεριφορὰ τοῦ πρώην ὑπουργοῦ εἰς τὴν Αὐλὴν ἀπετέλεσε ἀντικείμενον σχολίων. Οἱ πολιτικοὶ παρατηρηταὶ ἐκτιμοῦν ὅτι ἡ κατάστασις αὐτὴ δὲν θὰ συνεχισθῆ ἐπὶ μακρόν, δεδομένου ὅτι τὸ κόμμα ἀντιμετωπίζει σοβαρὰ προβλήματα ἐν ὄψει τῶν προσεχῶν ἐκλογῶν. [591, 1464, 963, 1617]
headline: ΤΟ ΝΕΟΝ ΣΥΝΤΑΓΜΑ [74, 100, 322, 214]
column-rule [585, 59, 586, 2315]
column-5 [1182, 59, 1556, 2315]
article-body: ΤΟΚΙΟ, 7. (Ἡνωμ. Τύπος). — Ἰάπων ἐπιστήμων ἐπέτυχε τὴν καλλιέργειαν βακτηριδίων τῆς λέπρας εἰς τὸ ἐργαστήριον, γεγονὸς τὸ ὁποῖον χαρακτηρίζεται ὡς σημαντικὸν ἐπίτευγμα εἰς τὴν καταπολέμησιν τῆς νόσου. Ἡ ἐπιτυχία αὐτὴ ἐνδέχεται νὰ ὁδηγήση εἰς τὴν ἀνακάλυψιν εἰδικῶν φαρμάκων κατὰ τῆς λέπρας, ἡ ὁποία πλήττει ἀκόμη ἑκατομμύρια ἀνθρώπων εἰς ὁλόκληρον τὸν κόσμον. Μέχρι σήμερον δὲν εἶχε καταστῆ δυνατὴ ἡ καλλιέργεια τῶν βακτηριδίων ἐκτὸς τοῦ ἀνθρωπίνου ὀργανισμοῦ, πράγμα τὸ ὁποῖον ἐδυσχέραινε σημαντικῶς τὴν ἔρευναν. Οἱ ἐπιστήμονες ἐλπίζουν ὅτι ἡ νέα μέθοδος θὰ ἐπιτρέψη τὴν δοκιμὴν νέων θεραπευτικῶν μέσων. [380, 149, 580, 366]
divider [1182, 677, 1556, 680]
article-body: ΠΑΡΙΣΙ, 7. (Γαλλ. Πρακτ.) — Ἡ κυβέρνησις τοῦ Πεκίνου συνεχίζει τὰς ἐπιθέσεις της κατὰ τοῦ Προέδρου ντε Γκὼλ καὶ τῆς γαλλικῆς πολιτικῆς, παρὰ τὸν τερματισμὸν τῶν ἀπεργιῶν εἰς τὴν Γαλλίαν. Αἱ σχέσεις μεταξὺ τῶν δύο χωρῶν χαρακτηρίζονται ὡς λίαν τεταμέναι. Ὁ κινεζικὸς Τύπος δημοσιεύει καθημερινῶς ἄρθρα, εἰς τὰ ὁποῖα καταφέρεται κατὰ τῆς γαλλικῆς κυβερνήσεως. Ὁ Γάλλος πρεσβευτὴς εἰς Πεκῖνον ἐκλήθη ὑπὸ τοῦ Κινέζου ὑπουργοῦ τῶν Ἐξωτερικῶν, ὁ ὁποῖος τοῦ ἐπέδωσε διακοίνωσιν διαμαρτυρίας. Εἰς τοὺς γαλλικοὺς πολιτικοὺς κύκλους ἐκφράζεται ἡ ἄποψις ὅτι αἱ ἐπιθέσεις τοῦ Πεκίνου δὲν θὰ ἐπηρεάσουν τὴν γαλλικὴν πολιτικὴν ἔναντι τῆς Κίνας, ἡ ὁποία παραμένει σταθερά. [27, 1553, 368, 1693]
two-column-block [1182, 300, 1556, 671]
